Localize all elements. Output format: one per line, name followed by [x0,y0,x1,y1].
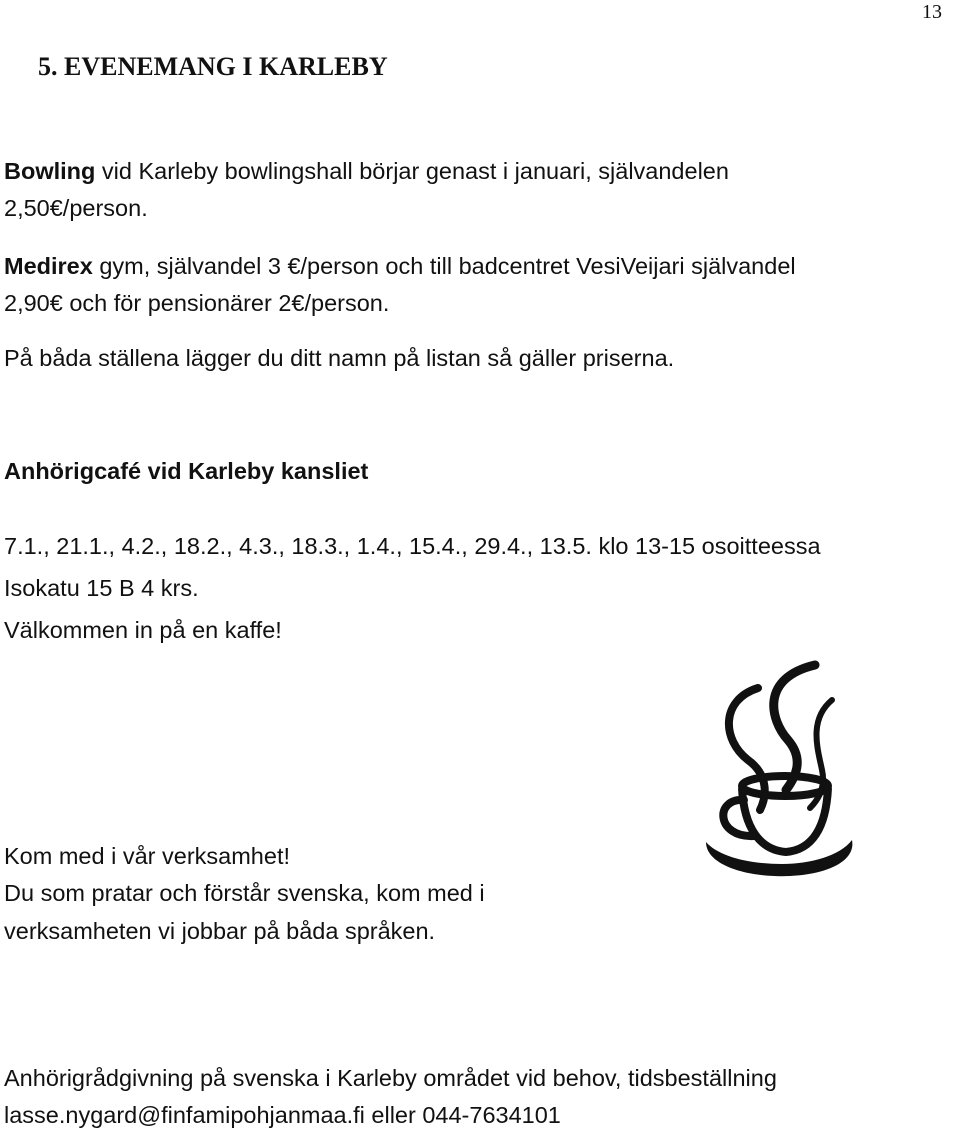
cafe-welcome: Välkommen in på en kaffe! [4,617,282,643]
medirex-line-3: På båda ställena lägger du ditt namn på listan så gäller priserna. [4,345,675,371]
medirex-line-1 [4,248,796,284]
medirex-label: Medirex [4,253,93,279]
bowling-text: vid Karleby bowlingshall börjar genast i januari, självandelen [95,158,729,184]
bowling-line-1 [4,153,729,189]
join-line-2: Du som pratar och förstår svenska, kom med i [4,880,485,906]
bowling-label: Bowling [4,158,96,184]
counseling-line-1: Anhörigrådgivning på svenska i Karleby området vid behov, tidsbeställning [4,1065,777,1091]
bowling-line-2: 2,50€/person. [4,195,148,221]
medirex-line-2: 2,90€ och för pensionärer 2€/person. [4,290,390,316]
cafe-address: Isokatu 15 B 4 krs. [4,575,199,601]
join-line-1: Kom med i vår verksamhet! [4,843,291,869]
join-line-3: verksamheten vi jobbar på båda språken. [4,918,436,944]
section-heading: 5. EVENEMANG I KARLEBY [38,52,388,81]
cafe-dates: 7.1., 21.1., 4.2., 18.2., 4.3., 18.3., 1.4., 15.4., 29.4., 13.5. klo 13-15 osoitteessa [4,533,821,559]
medirex-text: gym, självandel 3 €/person och till badcentret VesiVeijari självandel [92,253,796,279]
page-number: 13 [922,1,942,23]
cafe-title: Anhörigcafé vid Karleby kansliet [4,458,369,484]
counseling-line-2: lasse.nygard@finfamipohjanmaa.fi eller 044-7634101 [4,1102,561,1128]
coffee-cup-icon [700,660,860,885]
